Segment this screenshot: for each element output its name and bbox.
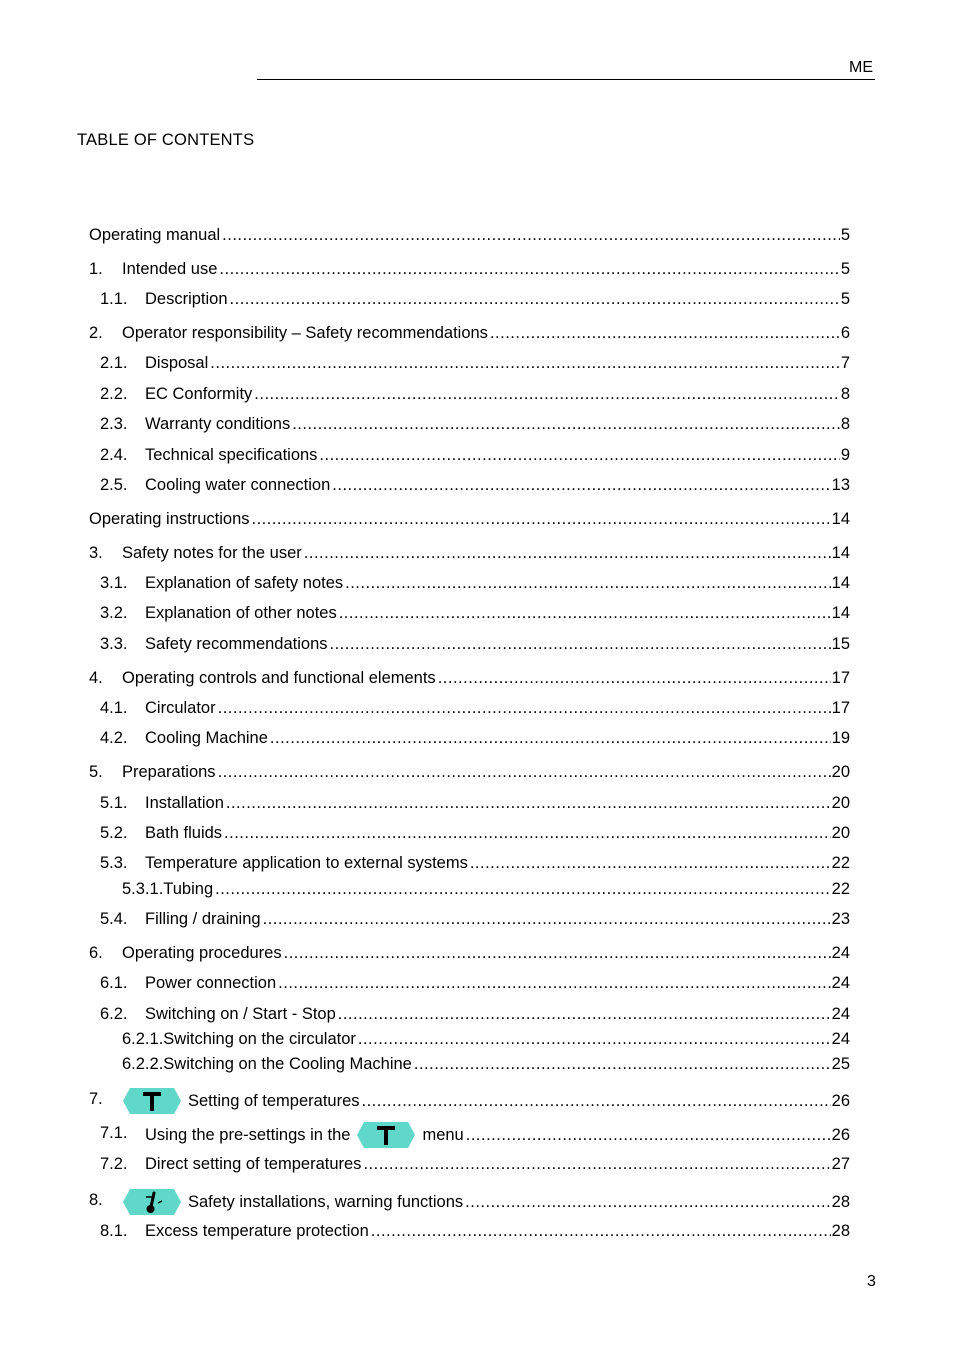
toc-entry-label: Filling / draining	[145, 910, 261, 928]
toc-dot-leader	[332, 473, 830, 497]
toc-dot-leader	[345, 571, 831, 595]
toc-dot-leader	[219, 257, 839, 281]
toc-entry-page: 14	[831, 510, 850, 528]
toc-entry-label: Direct setting of temperatures	[145, 1155, 362, 1173]
toc-entry-line	[145, 907, 850, 931]
toc-entry-number: 7.	[89, 1090, 103, 1108]
toc-entry-line	[122, 1027, 850, 1051]
toc-dot-leader	[363, 1152, 830, 1176]
toc-entry-line	[145, 443, 850, 467]
toc-entry[interactable]	[0, 1121, 954, 1145]
toc-dot-leader	[222, 223, 840, 247]
toc-dot-leader	[338, 1002, 831, 1026]
toc-entry-label: Explanation of safety notes	[145, 574, 344, 592]
toc-entry[interactable]	[0, 821, 954, 845]
toc-entry[interactable]	[0, 666, 954, 690]
toc-entry-line	[145, 1002, 850, 1026]
toc-entry-number: 5.3.	[100, 854, 128, 872]
toc-dot-leader	[362, 1089, 831, 1113]
toc-entry-line	[145, 382, 850, 406]
toc-entry-title	[145, 907, 261, 931]
toc-entry-line	[122, 257, 850, 281]
toc-entry[interactable]	[0, 571, 954, 595]
toc-entry-page: 24	[831, 1030, 850, 1048]
toc-entry-label: Using the pre-settings in the	[145, 1126, 351, 1144]
toc-entry-line	[145, 726, 850, 750]
toc-dot-leader	[224, 821, 831, 845]
toc-entry-label: Temperature application to external systems	[145, 854, 468, 872]
thermometer-icon	[122, 1188, 182, 1216]
toc-entry[interactable]	[0, 473, 954, 497]
toc-entry-line	[89, 507, 850, 531]
toc-entry-line	[122, 321, 850, 345]
header-code: ME	[849, 59, 873, 76]
toc-entry-label: Cooling Machine	[145, 729, 268, 747]
toc-entry-page: 8	[840, 385, 850, 403]
toc-entry-title	[145, 971, 276, 995]
toc-entry-number: 3.	[89, 544, 103, 562]
toc-entry[interactable]	[0, 507, 954, 531]
toc-entry-page: 5	[840, 226, 850, 244]
toc-entry[interactable]	[0, 257, 954, 281]
toc-entry-number: 3.1.	[100, 574, 128, 592]
toc-dot-leader	[254, 382, 840, 406]
toc-entry-title	[122, 877, 213, 901]
toc-entry[interactable]	[0, 760, 954, 784]
toc-entry-page: 17	[831, 669, 850, 687]
toc-entry[interactable]	[0, 541, 954, 565]
toc-entry-line	[145, 632, 850, 656]
toc-entry[interactable]	[0, 321, 954, 345]
toc-dot-leader	[210, 351, 840, 375]
header-rule	[257, 79, 875, 80]
toc-entry-number: 1.	[89, 260, 103, 278]
toc-entry-page: 17	[831, 699, 850, 717]
toc-entry-label: Bath fluids	[145, 824, 223, 842]
toc-entry-line	[122, 1188, 850, 1216]
toc-entry-title	[145, 1121, 464, 1149]
toc-entry[interactable]	[0, 907, 954, 931]
toc-entry-label: Cooling water connection	[145, 476, 331, 494]
toc-dot-leader	[470, 851, 831, 875]
page-title: TABLE OF CONTENTS	[77, 131, 255, 149]
toc-entry-number: 7.1.	[100, 1124, 128, 1142]
toc-dot-leader	[414, 1052, 831, 1076]
toc-entry-page: 24	[831, 944, 850, 962]
toc-entry-label: Switching on / Start - Stop	[145, 1005, 336, 1023]
toc-entry-page: 20	[831, 763, 850, 781]
toc-entry-title	[145, 726, 268, 750]
toc-entry-label: 6.2.1.Switching on the circulator	[122, 1030, 356, 1048]
t-menu-icon	[356, 1121, 416, 1149]
toc-entry-label: Power connection	[145, 974, 277, 992]
toc-entry-line	[145, 696, 850, 720]
toc-dot-leader	[438, 666, 831, 690]
toc-entry-page: 22	[831, 854, 850, 872]
toc-entry[interactable]	[0, 1152, 954, 1176]
toc-entry[interactable]	[0, 443, 954, 467]
toc-entry-page: 8	[840, 415, 850, 433]
toc-dot-leader	[304, 541, 831, 565]
toc-entry-page: 26	[831, 1092, 850, 1110]
toc-entry[interactable]	[0, 287, 954, 311]
toc-entry-page: 28	[831, 1222, 850, 1240]
toc-entry-line	[145, 1152, 850, 1176]
toc-entry-number: 5.2.	[100, 824, 128, 842]
toc-dot-leader	[292, 412, 840, 436]
toc-entry-line	[145, 821, 850, 845]
toc-entry[interactable]	[0, 696, 954, 720]
toc-entry-page: 24	[831, 1005, 850, 1023]
toc-entry-label: Disposal	[145, 354, 209, 372]
toc-dot-leader	[278, 971, 830, 995]
toc-dot-leader	[371, 1219, 831, 1243]
toc-entry[interactable]	[0, 941, 954, 965]
toc-entry-title	[145, 412, 290, 436]
toc-entry-line	[122, 1087, 850, 1115]
toc-entry-page: 24	[831, 974, 850, 992]
toc-entry-page: 19	[831, 729, 850, 747]
toc-entry-title	[145, 382, 252, 406]
toc-entry-title	[89, 507, 250, 531]
toc-entry-label: EC Conformity	[145, 385, 253, 403]
toc-entry-number: 3.3.	[100, 635, 128, 653]
toc-entry-label: Preparations	[122, 763, 216, 781]
toc-entry[interactable]	[0, 382, 954, 406]
toc-entry-label: Operating controls and functional elements	[122, 669, 436, 687]
toc-entry-label: Technical specifications	[145, 446, 318, 464]
toc-entry-title	[145, 791, 224, 815]
toc-entry-number: 5.	[89, 763, 103, 781]
toc-entry-number: 6.1.	[100, 974, 128, 992]
toc-entry-page: 6	[840, 324, 850, 342]
toc-entry-page: 26	[831, 1126, 850, 1144]
toc-dot-leader	[263, 907, 831, 931]
toc-entry-number: 2.2.	[100, 385, 128, 403]
toc-dot-leader	[319, 443, 839, 467]
toc-entry-page: 7	[840, 354, 850, 372]
toc-entry-label: 6.2.2.Switching on the Cooling Machine	[122, 1055, 412, 1073]
toc-entry-line	[145, 412, 850, 436]
toc-entry[interactable]	[0, 877, 954, 901]
toc-entry-line	[122, 666, 850, 690]
toc-entry[interactable]	[0, 1027, 954, 1051]
toc-entry-title	[145, 571, 343, 595]
toc-entry-number: 6.	[89, 944, 103, 962]
t-menu-icon	[122, 1087, 182, 1115]
toc-entry-label: Setting of temperatures	[188, 1092, 360, 1110]
toc-entry-title	[89, 223, 220, 247]
toc-entry-line	[122, 760, 850, 784]
toc-dot-leader	[330, 632, 831, 656]
toc-entry-page: 22	[831, 880, 850, 898]
toc-entry-number: 8.	[89, 1191, 103, 1209]
toc-dot-leader	[215, 877, 831, 901]
toc-entry-number: 2.3.	[100, 415, 128, 433]
toc-entry-title	[145, 287, 228, 311]
toc-dot-leader	[270, 726, 831, 750]
toc-entry-label: Installation	[145, 794, 224, 812]
toc-dot-leader	[465, 1190, 830, 1214]
toc-entry-line	[145, 287, 850, 311]
toc-entry-line	[145, 851, 850, 875]
toc-entry-number: 3.2.	[100, 604, 128, 622]
toc-entry-title	[145, 632, 328, 656]
toc-entry-label: Safety recommendations	[145, 635, 328, 653]
toc-entry-label: Intended use	[122, 260, 218, 278]
toc-entry-label: Operator responsibility – Safety recommendations	[122, 324, 488, 342]
toc-entry[interactable]	[0, 851, 954, 875]
toc-dot-leader	[490, 321, 840, 345]
toc-dot-leader	[218, 696, 831, 720]
toc-entry-label: Operating manual	[89, 226, 221, 244]
toc-entry[interactable]	[0, 412, 954, 436]
toc-entry-page: 20	[831, 824, 850, 842]
toc-entry-number: 6.2.	[100, 1005, 128, 1023]
toc-entry-line	[145, 1219, 850, 1243]
toc-entry-number: 5.4.	[100, 910, 128, 928]
toc-entry-line	[145, 571, 850, 595]
toc-entry-page: 25	[831, 1055, 850, 1073]
toc-entry-label: 5.3.1.Tubing	[122, 880, 214, 898]
toc-entry-label: Explanation of other notes	[145, 604, 337, 622]
toc-entry-title	[122, 1052, 412, 1076]
toc-entry-line	[145, 971, 850, 995]
toc-entry-page: 27	[831, 1155, 850, 1173]
toc-entry-title	[122, 257, 217, 281]
toc-entry-line	[122, 877, 850, 901]
toc-entry[interactable]	[0, 601, 954, 625]
toc-entry-title	[145, 473, 330, 497]
toc-entry[interactable]	[0, 1188, 954, 1212]
toc-entry-label: Circulator	[145, 699, 216, 717]
toc-entry-line	[145, 351, 850, 375]
toc-entry-number: 2.5.	[100, 476, 128, 494]
toc-entry-page: 5	[840, 290, 850, 308]
toc-entry-title	[122, 941, 282, 965]
toc-entry-title	[122, 541, 302, 565]
toc-entry-number: 2.	[89, 324, 103, 342]
toc-entry-number: 2.4.	[100, 446, 128, 464]
toc-entry[interactable]	[0, 971, 954, 995]
toc-entry-line	[122, 541, 850, 565]
toc-entry-number: 4.2.	[100, 729, 128, 747]
toc-entry-page: 14	[831, 574, 850, 592]
toc-entry-line	[89, 223, 850, 247]
toc-entry[interactable]	[0, 726, 954, 750]
toc-entry-title	[122, 1188, 463, 1216]
toc-entry-page: 15	[831, 635, 850, 653]
toc-entry-title	[145, 443, 317, 467]
toc-entry-label: Operating procedures	[122, 944, 282, 962]
toc-entry[interactable]	[0, 351, 954, 375]
toc-entry-title	[145, 1219, 369, 1243]
toc-entry-title	[122, 321, 488, 345]
toc-entry[interactable]	[0, 1219, 954, 1243]
toc-dot-leader	[252, 507, 831, 531]
toc-entry-line	[145, 1121, 850, 1149]
toc-entry[interactable]	[0, 1052, 954, 1076]
toc-entry[interactable]	[0, 1002, 954, 1026]
toc-entry-page: 13	[831, 476, 850, 494]
toc-entry-title	[145, 696, 216, 720]
toc-dot-leader	[466, 1123, 831, 1147]
toc-entry[interactable]	[0, 632, 954, 656]
toc-entry-line	[145, 473, 850, 497]
toc-dot-leader	[218, 760, 831, 784]
toc-entry-title	[145, 351, 208, 375]
toc-entry-title	[145, 1002, 336, 1026]
toc-entry-number: 2.1.	[100, 354, 128, 372]
toc-entry-title	[145, 851, 468, 875]
toc-dot-leader	[339, 601, 831, 625]
toc-entry-number: 1.1.	[100, 290, 128, 308]
toc-entry-line	[122, 941, 850, 965]
toc-entry[interactable]	[0, 791, 954, 815]
toc-entry-page: 28	[831, 1193, 850, 1211]
toc-entry-number: 4.1.	[100, 699, 128, 717]
page-number: 3	[867, 1273, 876, 1290]
toc-entry-title	[145, 821, 222, 845]
toc-entry-title	[145, 601, 337, 625]
toc-entry-label: Excess temperature protection	[145, 1222, 369, 1240]
toc-entry-page: 14	[831, 544, 850, 562]
toc-entry[interactable]	[0, 1087, 954, 1111]
toc-entry-label: Operating instructions	[89, 510, 250, 528]
toc-entry-title	[145, 1152, 361, 1176]
toc-entry-title	[122, 760, 216, 784]
toc-entry-number: 7.2.	[100, 1155, 128, 1173]
toc-entry-label: Warranty conditions	[145, 415, 291, 433]
toc-entry-number: 5.1.	[100, 794, 128, 812]
toc-entry-page: 9	[840, 446, 850, 464]
toc-entry-line	[122, 1052, 850, 1076]
toc-entry-title	[122, 1027, 356, 1051]
toc-entry-label: Safety installations, warning functions	[188, 1193, 464, 1211]
toc-dot-leader	[358, 1027, 831, 1051]
toc-entry-label-suffix: menu	[422, 1126, 464, 1144]
toc-entry-title	[122, 666, 436, 690]
toc-entry-page: 20	[831, 794, 850, 812]
toc-entry[interactable]	[0, 223, 954, 247]
toc-entry-line	[145, 791, 850, 815]
toc-dot-leader	[284, 941, 831, 965]
toc-entry-number: 4.	[89, 669, 103, 687]
toc-entry-line	[145, 601, 850, 625]
toc-entry-page: 23	[831, 910, 850, 928]
toc-entry-number: 8.1.	[100, 1222, 128, 1240]
toc-dot-leader	[226, 791, 831, 815]
toc-entry-page: 14	[831, 604, 850, 622]
toc-entry-page: 5	[840, 260, 850, 278]
toc-entry-label: Safety notes for the user	[122, 544, 302, 562]
toc-entry-title	[122, 1087, 360, 1115]
toc-entry-label: Description	[145, 290, 228, 308]
toc-dot-leader	[230, 287, 840, 311]
